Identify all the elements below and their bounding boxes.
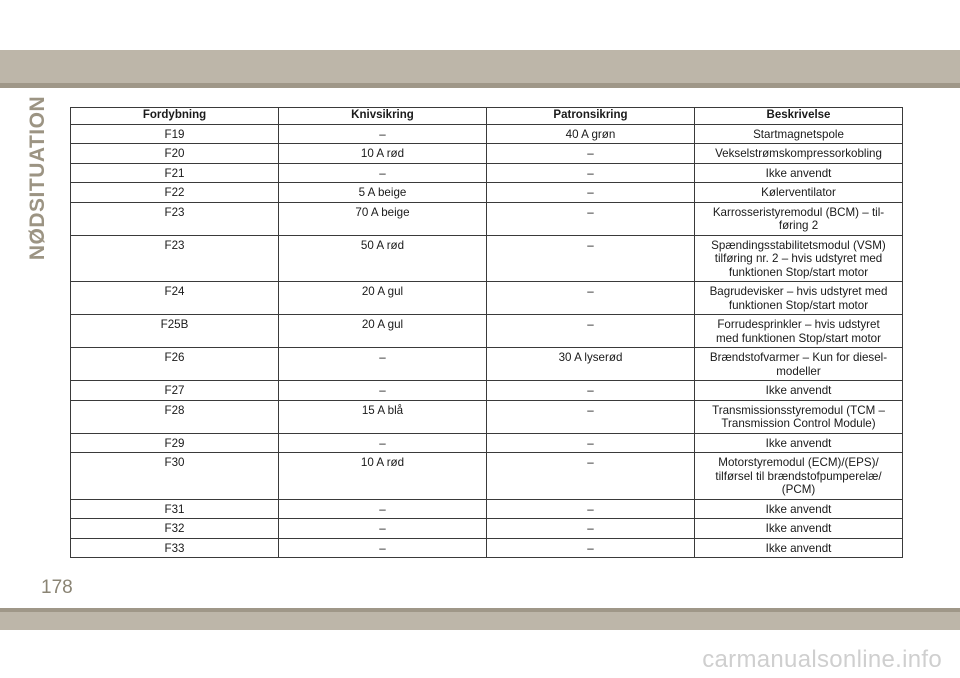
cell-beskrivelse: Brændstofvarmer – Kun for diesel- modeller bbox=[695, 348, 903, 381]
table-row bbox=[71, 381, 903, 401]
cell-knivsikring: 70 A beige bbox=[279, 202, 487, 235]
cell-patronsikring: – bbox=[487, 202, 695, 235]
cell-patronsikring: – bbox=[487, 538, 695, 558]
cell-beskrivelse: Ikke anvendt bbox=[695, 381, 903, 401]
cell-knivsikring: 5 A beige bbox=[279, 183, 487, 203]
header-beskrivelse: Beskrivelse bbox=[695, 108, 903, 125]
table-row bbox=[71, 202, 903, 235]
table-header-row bbox=[71, 108, 903, 125]
cell-beskrivelse: Startmagnetspole bbox=[695, 124, 903, 144]
cell-patronsikring: – bbox=[487, 381, 695, 401]
cell-patronsikring: – bbox=[487, 315, 695, 348]
table-row bbox=[71, 163, 903, 183]
cell-knivsikring: – bbox=[279, 538, 487, 558]
cell-knivsikring: 20 A gul bbox=[279, 315, 487, 348]
page-number: 178 bbox=[41, 577, 73, 598]
cell-knivsikring: 10 A rød bbox=[279, 144, 487, 164]
table-row bbox=[71, 400, 903, 433]
cell-beskrivelse: Karrosseristyremodul (BCM) – til- føring 2 bbox=[695, 202, 903, 235]
cell-beskrivelse: Ikke anvendt bbox=[695, 433, 903, 453]
cell-knivsikring: – bbox=[279, 433, 487, 453]
cell-knivsikring: 15 A blå bbox=[279, 400, 487, 433]
cell-beskrivelse: Forrudesprinkler – hvis udstyret med funktionen Stop/start motor bbox=[695, 315, 903, 348]
cell-fordybning: F29 bbox=[71, 433, 279, 453]
cell-beskrivelse: Transmissionsstyremodul (TCM – Transmission Control Module) bbox=[695, 400, 903, 433]
cell-patronsikring: – bbox=[487, 519, 695, 539]
cell-patronsikring: – bbox=[487, 400, 695, 433]
table-row bbox=[71, 183, 903, 203]
table-body bbox=[71, 124, 903, 558]
table-row bbox=[71, 538, 903, 558]
cell-knivsikring: – bbox=[279, 381, 487, 401]
table-row bbox=[71, 282, 903, 315]
cell-fordybning: F27 bbox=[71, 381, 279, 401]
cell-patronsikring: – bbox=[487, 183, 695, 203]
cell-fordybning: F20 bbox=[71, 144, 279, 164]
cell-fordybning: F26 bbox=[71, 348, 279, 381]
cell-fordybning: F22 bbox=[71, 183, 279, 203]
header-patronsikring: Patronsikring bbox=[487, 108, 695, 125]
cell-beskrivelse: Motorstyremodul (ECM)/(EPS)/ tilførsel til brændstofpumperelæ/ (PCM) bbox=[695, 453, 903, 500]
cell-fordybning: F19 bbox=[71, 124, 279, 144]
header-knivsikring: Knivsikring bbox=[279, 108, 487, 125]
cell-fordybning: F28 bbox=[71, 400, 279, 433]
fuse-table bbox=[70, 107, 903, 558]
cell-beskrivelse: Kølerventilator bbox=[695, 183, 903, 203]
cell-patronsikring: – bbox=[487, 453, 695, 500]
cell-fordybning: F32 bbox=[71, 519, 279, 539]
table-row bbox=[71, 499, 903, 519]
table-row bbox=[71, 315, 903, 348]
section-label-text: NØDSITUATION bbox=[26, 95, 49, 261]
cell-knivsikring: 10 A rød bbox=[279, 453, 487, 500]
cell-beskrivelse: Ikke anvendt bbox=[695, 538, 903, 558]
cell-knivsikring: – bbox=[279, 163, 487, 183]
cell-fordybning: F33 bbox=[71, 538, 279, 558]
cell-beskrivelse: Ikke anvendt bbox=[695, 499, 903, 519]
cell-patronsikring: 40 A grøn bbox=[487, 124, 695, 144]
header-fordybning: Fordybning bbox=[71, 108, 279, 125]
header-band bbox=[0, 50, 960, 88]
cell-fordybning: F30 bbox=[71, 453, 279, 500]
section-label bbox=[26, 95, 49, 261]
table-row bbox=[71, 519, 903, 539]
cell-patronsikring: – bbox=[487, 282, 695, 315]
cell-knivsikring: – bbox=[279, 348, 487, 381]
table-row bbox=[71, 124, 903, 144]
cell-fordybning: F24 bbox=[71, 282, 279, 315]
table-row bbox=[71, 453, 903, 500]
cell-knivsikring: – bbox=[279, 519, 487, 539]
cell-fordybning: F25B bbox=[71, 315, 279, 348]
cell-knivsikring: 20 A gul bbox=[279, 282, 487, 315]
cell-patronsikring: – bbox=[487, 499, 695, 519]
cell-beskrivelse: Spændingsstabilitetsmodul (VSM) tilføring nr. 2 – hvis udstyret med funktionen Stop/start motor bbox=[695, 235, 903, 282]
cell-beskrivelse: Ikke anvendt bbox=[695, 519, 903, 539]
watermark: carmanualsonline.info bbox=[702, 646, 942, 673]
cell-fordybning: F23 bbox=[71, 235, 279, 282]
table-row bbox=[71, 144, 903, 164]
cell-beskrivelse: Bagrudevisker – hvis udstyret med funktionen Stop/start motor bbox=[695, 282, 903, 315]
cell-knivsikring: – bbox=[279, 124, 487, 144]
cell-knivsikring: – bbox=[279, 499, 487, 519]
cell-fordybning: F21 bbox=[71, 163, 279, 183]
table-row bbox=[71, 348, 903, 381]
cell-patronsikring: – bbox=[487, 433, 695, 453]
table-row bbox=[71, 235, 903, 282]
cell-patronsikring: – bbox=[487, 235, 695, 282]
cell-fordybning: F31 bbox=[71, 499, 279, 519]
cell-fordybning: F23 bbox=[71, 202, 279, 235]
cell-patronsikring: – bbox=[487, 163, 695, 183]
cell-knivsikring: 50 A rød bbox=[279, 235, 487, 282]
cell-beskrivelse: Vekselstrømskompressorkobling bbox=[695, 144, 903, 164]
cell-patronsikring: – bbox=[487, 144, 695, 164]
footer-band bbox=[0, 608, 960, 630]
table-row bbox=[71, 433, 903, 453]
cell-patronsikring: 30 A lyserød bbox=[487, 348, 695, 381]
cell-beskrivelse: Ikke anvendt bbox=[695, 163, 903, 183]
